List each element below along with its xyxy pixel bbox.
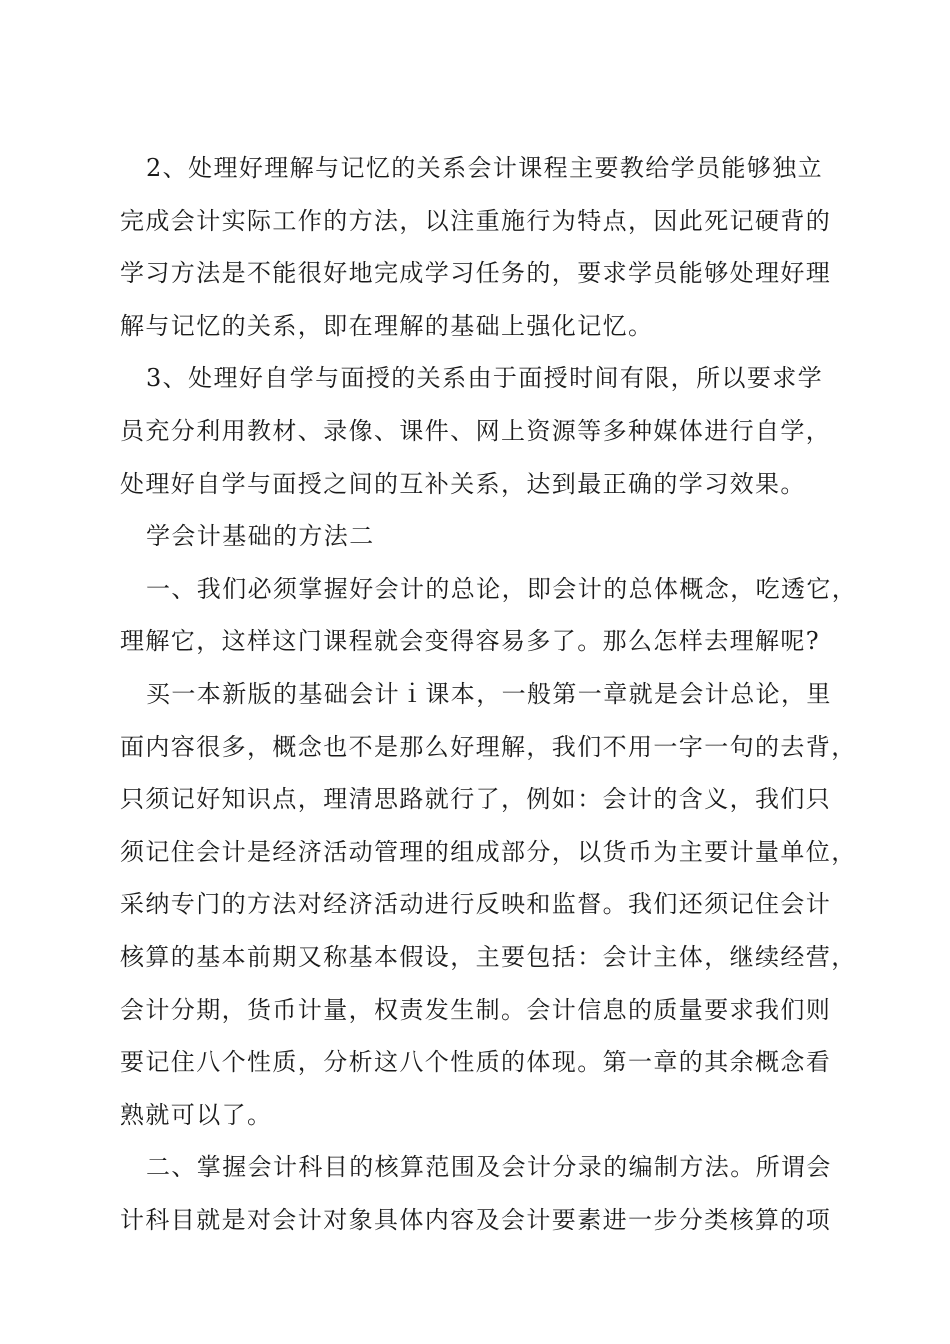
paragraph-explain-line-2: 面内容很多，概念也不是那么好理解，我们不用一字一句的去背， <box>120 732 857 761</box>
paragraph-explain-line-3: 只须记好知识点，理清思路就行了，例如：会计的含义，我们只 <box>120 785 832 814</box>
point-2-line-2: 计科目就是对会计对象具体内容及会计要素进一步分类核算的项 <box>120 1205 832 1234</box>
paragraph-explain-line-8: 要记住八个性质，分析这八个性质的体现。第一章的其余概念看 <box>120 1048 832 1077</box>
section-heading: 学会计基础的方法二 <box>146 522 375 551</box>
paragraph-2-line-1: 2、处理好理解与记忆的关系会计课程主要教给学员能够独立 <box>146 154 824 182</box>
paragraph-2-line-4: 解与记忆的关系，即在理解的基础上强化记忆。 <box>120 311 654 340</box>
paragraph-explain-line-1: 买一本新版的基础会计ｉ课本，一般第一章就是会计总论，里 <box>146 679 832 708</box>
paragraph-explain-line-7: 会计分期，货币计量，权责发生制。会计信息的质量要求我们则 <box>120 995 832 1024</box>
paragraph-explain-line-9: 熟就可以了。 <box>120 1100 273 1129</box>
paragraph-3-line-2: 员充分利用教材、录像、课件、网上资源等多种媒体进行自学， <box>120 416 832 445</box>
point-2-line-1: 二、掌握会计科目的核算范围及会计分录的编制方法。所谓会 <box>146 1153 832 1182</box>
paragraph-2-line-3: 学习方法是不能很好地完成学习任务的，要求学员能够处理好理 <box>120 259 832 288</box>
paragraph-2-line-2: 完成会计实际工作的方法，以注重施行为特点，因此死记硬背的 <box>120 206 832 235</box>
document-body <box>120 142 858 1246</box>
paragraph-explain-line-4: 须记住会计是经济活动管理的组成部分，以货币为主要计量单位， <box>120 837 857 866</box>
paragraph-explain-line-6: 核算的基本前期又称基本假设，主要包括：会计主体，继续经营， <box>120 942 857 971</box>
paragraph-explain-line-5: 采纳专门的方法对经济活动进行反映和监督。我们还须记住会计 <box>120 890 832 919</box>
point-1-line-1: 一、我们必须掌握好会计的总论，即会计的总体概念，吃透它， <box>146 574 858 603</box>
point-1-line-2: 理解它，这样这门课程就会变得容易多了。那么怎样去理解呢? <box>120 627 821 656</box>
paragraph-3-line-3: 处理好自学与面授之间的互补关系，达到最正确的学习效果。 <box>120 469 806 498</box>
paragraph-3-line-1: 3、处理好自学与面授的关系由于面授时间有限，所以要求学 <box>146 364 824 393</box>
